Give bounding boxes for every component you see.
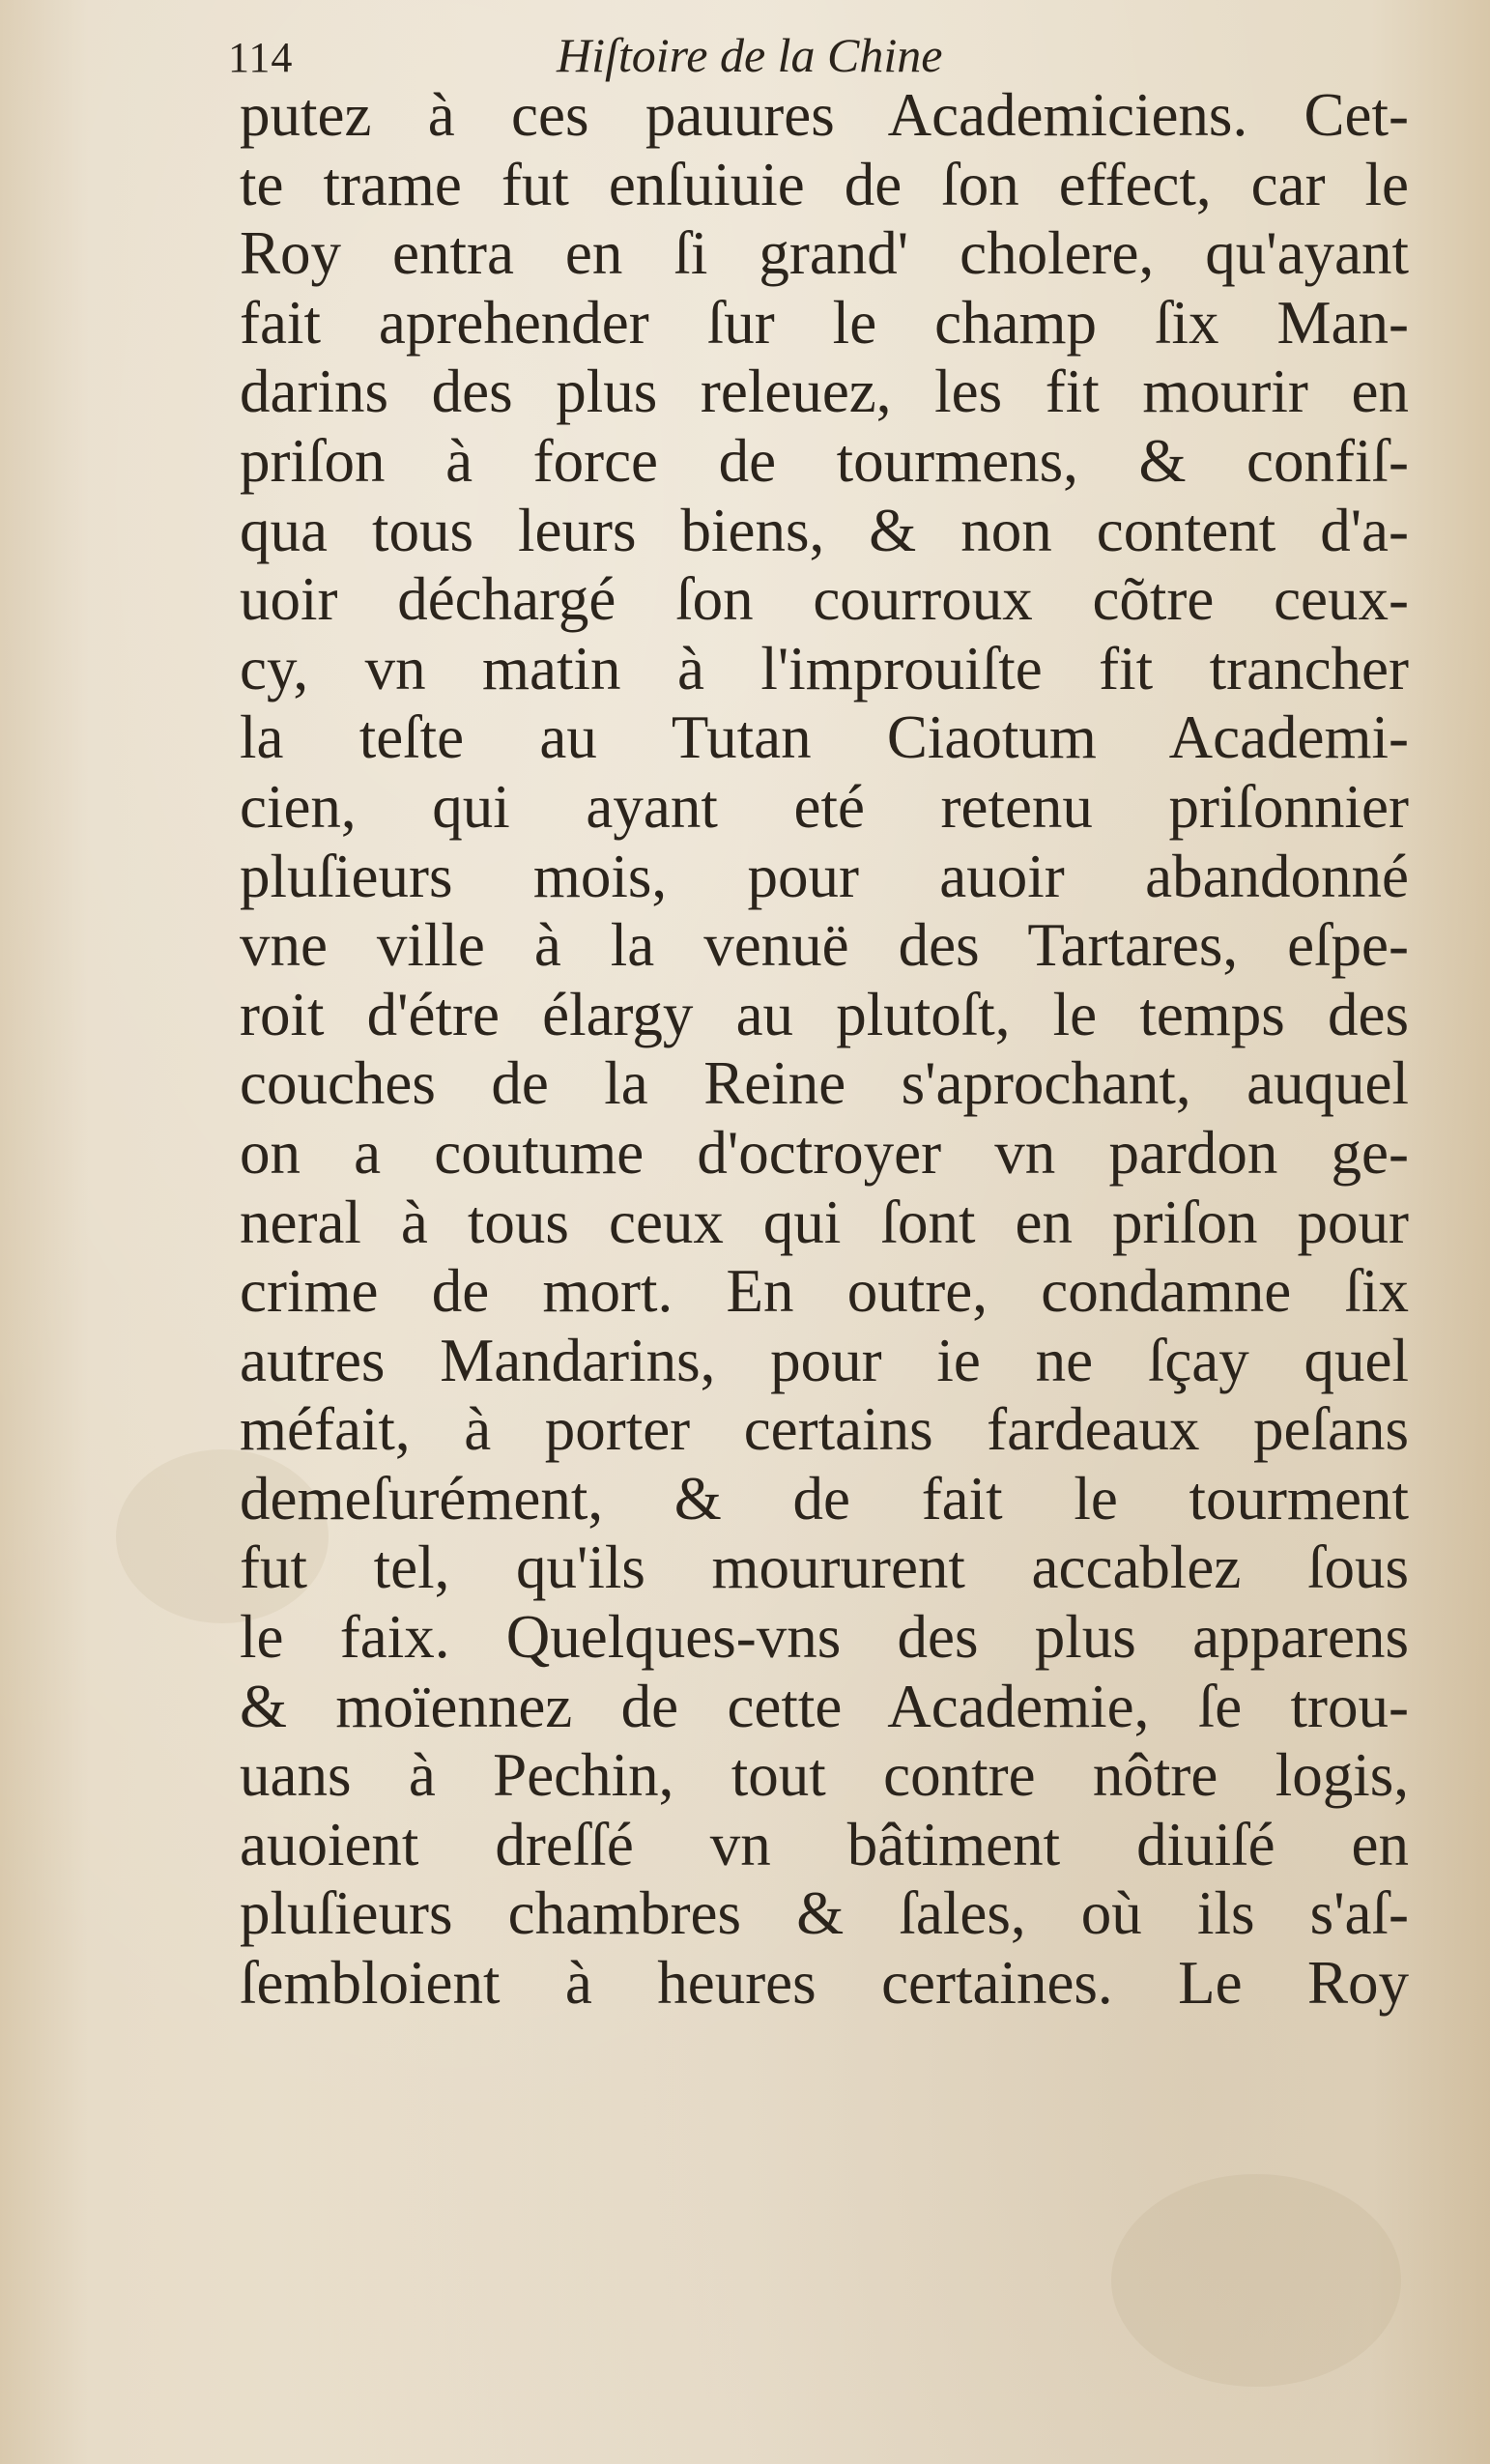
text-line: auoient dreſſé vn bâtiment diuiſé en — [240, 1810, 1409, 1878]
text-line: roit d'étre élargy au plutoſt, le temps des — [240, 980, 1409, 1048]
text-line: autres Mandarins, pour ie ne ſçay quel — [240, 1326, 1409, 1394]
page-number: 114 — [228, 34, 294, 81]
text-line: on a coutume d'octroyer vn pardon ge- — [240, 1118, 1409, 1187]
text-line: darins des plus releuez, les fit mourir en — [240, 358, 1409, 426]
text-line: cien, qui ayant eté retenu priſonnier — [240, 772, 1409, 841]
text-line: demeſurément, & de fait le tourment — [240, 1464, 1409, 1533]
text-line: fut tel, qu'ils moururent accablez ſous — [240, 1533, 1409, 1602]
text-line: ſembloient à heures certaines. Le Roy — [240, 1949, 1409, 2018]
text-line: couches de la Reine s'aprochant, auquel — [240, 1049, 1409, 1118]
text-line: la teſte au Tutan Ciaotum Academi- — [240, 703, 1409, 772]
text-line: méfait, à porter certains fardeaux peſans — [240, 1395, 1409, 1464]
text-line: le faix. Quelques-vns des plus apparens — [240, 1603, 1409, 1672]
running-title: Hiſtoire de la Chine — [557, 28, 943, 82]
text-line: crime de mort. En outre, condamne ſix — [240, 1257, 1409, 1326]
text-line: pluſieurs mois, pour auoir abandonné — [240, 842, 1409, 910]
text-line: priſon à force de tourmens, & confiſ- — [240, 426, 1409, 495]
text-line: te trame fut enſuiuie de ſon effect, car le — [240, 150, 1409, 218]
text-line: uoir déchargé ſon courroux cõtre ceux- — [240, 565, 1409, 634]
text-line: pluſieurs chambres & ſales, où ils s'aſ- — [240, 1879, 1409, 1948]
text-line: uans à Pechin, tout contre nôtre logis, — [240, 1741, 1409, 1810]
text-line: cy, vn matin à l'improuiſte fit trancher — [240, 634, 1409, 702]
text-line: neral à tous ceux qui ſont en priſon pour — [240, 1188, 1409, 1256]
text-line: Roy entra en ſi grand' cholere, qu'ayant — [240, 219, 1409, 288]
body-text — [240, 81, 1409, 2019]
text-line: qua tous leurs biens, & non content d'a- — [240, 496, 1409, 564]
paper-stain — [1111, 2174, 1401, 2387]
text-line: putez à ces pauures Academiciens. Cet- — [240, 81, 1409, 149]
text-line: vne ville à la venuë des Tartares, eſpe- — [240, 911, 1409, 980]
text-line: & moïennez de cette Academie, ſe trou- — [240, 1672, 1409, 1740]
text-line: fait aprehender ſur le champ ſix Man- — [240, 288, 1409, 357]
